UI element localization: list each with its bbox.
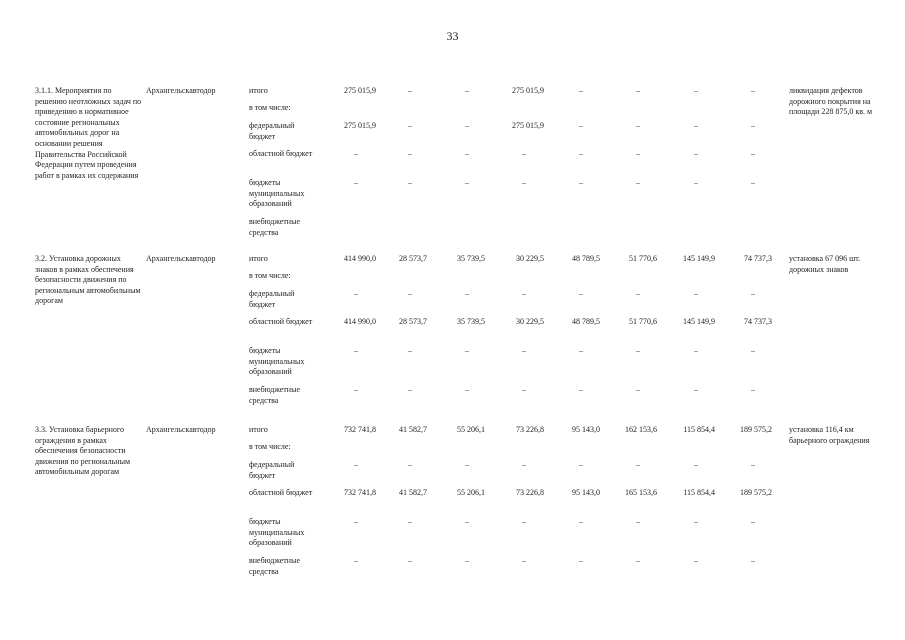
funding-value: – — [522, 517, 526, 526]
funding-value: – — [465, 556, 469, 565]
funding-value: – — [636, 289, 640, 298]
funding-value: – — [354, 556, 358, 565]
funding-value: 73 226,8 — [516, 488, 544, 497]
funding-source: в том числе: — [249, 103, 291, 112]
funding-value: – — [751, 86, 755, 95]
funding-value: – — [465, 289, 469, 298]
funding-value: – — [522, 460, 526, 469]
funding-value: – — [751, 517, 755, 526]
funding-value: – — [694, 86, 698, 95]
funding-value: – — [579, 121, 583, 130]
funding-value: 30 229,5 — [516, 254, 544, 263]
funding-value: – — [579, 385, 583, 394]
funding-source: бюджеты муниципальных образований — [249, 178, 305, 209]
funding-value: – — [522, 346, 526, 355]
funding-value: – — [694, 178, 698, 187]
funding-value: – — [465, 346, 469, 355]
funding-value: – — [636, 346, 640, 355]
funding-value: – — [636, 460, 640, 469]
expected-result: установка 116,4 км барьерного ограждения — [789, 425, 870, 445]
funding-value: – — [522, 385, 526, 394]
funding-value: 35 739,5 — [457, 254, 485, 263]
funding-value: 48 789,5 — [572, 254, 600, 263]
funding-value: – — [522, 149, 526, 158]
funding-value: – — [579, 149, 583, 158]
funding-value: – — [694, 556, 698, 565]
funding-value: 165 153,6 — [625, 488, 657, 497]
funding-source: в том числе: — [249, 442, 291, 451]
funding-value: – — [636, 178, 640, 187]
funding-source: федеральный бюджет — [249, 460, 295, 480]
funding-value: 414 990,0 — [344, 254, 376, 263]
funding-value: – — [408, 385, 412, 394]
funding-value: – — [408, 517, 412, 526]
funding-value: – — [579, 460, 583, 469]
funding-value: – — [751, 178, 755, 187]
funding-value: 414 990,0 — [344, 317, 376, 326]
funding-value: – — [465, 86, 469, 95]
funding-value: 275 015,9 — [344, 86, 376, 95]
funding-value: – — [694, 460, 698, 469]
funding-source: областной бюджет — [249, 488, 313, 497]
funding-value: – — [408, 556, 412, 565]
funding-value: 51 770,6 — [629, 254, 657, 263]
funding-value: – — [408, 460, 412, 469]
funding-value: – — [694, 289, 698, 298]
funding-value: – — [579, 346, 583, 355]
funding-value: – — [465, 149, 469, 158]
expected-result: установка 67 096 шт. дорожных знаков — [789, 254, 861, 274]
funding-value: – — [694, 149, 698, 158]
funding-value: – — [751, 460, 755, 469]
funding-value: – — [579, 517, 583, 526]
funding-value: 95 143,0 — [572, 488, 600, 497]
funding-value: – — [354, 517, 358, 526]
funding-value: 41 582,7 — [399, 488, 427, 497]
funding-value: – — [465, 517, 469, 526]
funding-value: – — [579, 289, 583, 298]
funding-value: 145 149,9 — [683, 317, 715, 326]
funding-value: 145 149,9 — [683, 254, 715, 263]
funding-source: итого — [249, 254, 268, 263]
funding-source: итого — [249, 86, 268, 95]
funding-value: – — [408, 121, 412, 130]
funding-value: – — [751, 289, 755, 298]
funding-value: – — [465, 460, 469, 469]
funding-value: 48 789,5 — [572, 317, 600, 326]
funding-source: внебюджетные средства — [249, 385, 300, 405]
funding-value: 28 573,7 — [399, 317, 427, 326]
funding-value: – — [636, 556, 640, 565]
funding-value: – — [408, 86, 412, 95]
funding-value: – — [636, 86, 640, 95]
funding-value: – — [408, 178, 412, 187]
funding-value: 275 015,9 — [512, 86, 544, 95]
funding-value: – — [465, 178, 469, 187]
funding-value: – — [408, 149, 412, 158]
funding-value: – — [694, 517, 698, 526]
funding-value: 28 573,7 — [399, 254, 427, 263]
funding-value: – — [751, 149, 755, 158]
funding-value: 732 741,8 — [344, 488, 376, 497]
funding-source: федеральный бюджет — [249, 121, 295, 141]
funding-value: – — [636, 121, 640, 130]
funding-value: 74 737,3 — [744, 317, 772, 326]
page-number: 33 — [446, 29, 459, 43]
funding-value: 74 737,3 — [744, 254, 772, 263]
funding-value: – — [694, 385, 698, 394]
funding-value: – — [522, 178, 526, 187]
funding-source: в том числе: — [249, 271, 291, 280]
funding-value: – — [636, 517, 640, 526]
funding-source: бюджеты муниципальных образований — [249, 346, 305, 377]
funding-source: областной бюджет — [249, 317, 313, 326]
funding-value: – — [465, 385, 469, 394]
funding-value: 275 015,9 — [344, 121, 376, 130]
funding-value: 189 575,2 — [740, 488, 772, 497]
funding-value: 275 015,9 — [512, 121, 544, 130]
executor-name: Архангельскавтодор — [146, 425, 216, 434]
funding-value: 55 206,1 — [457, 488, 485, 497]
executor-name: Архангельскавтодор — [146, 86, 216, 95]
expected-result: ликвидация дефектов дорожного покрытия на площади 228 875,0 кв. м — [789, 86, 873, 117]
funding-source: внебюджетные средства — [249, 217, 300, 237]
measure-name: 3.2. Установка дорожных знаков в рамках обеспечения безопасности движения по региональным автомобильным дорогам — [35, 254, 141, 306]
funding-value: – — [579, 178, 583, 187]
funding-value: – — [751, 385, 755, 394]
funding-value: – — [408, 346, 412, 355]
funding-value: – — [354, 289, 358, 298]
funding-source: областной бюджет — [249, 149, 313, 158]
funding-value: – — [636, 385, 640, 394]
funding-value: – — [354, 178, 358, 187]
funding-value: 30 229,5 — [516, 317, 544, 326]
funding-value: 189 575,2 — [740, 425, 772, 434]
funding-value: 95 143,0 — [572, 425, 600, 434]
funding-value: – — [354, 149, 358, 158]
funding-value: 55 206,1 — [457, 425, 485, 434]
funding-value: 41 582,7 — [399, 425, 427, 434]
measure-name: 3.3. Установка барьерного ограждения в рамках обеспечения безопасности движения по региональным автомобильным дорогам — [35, 425, 130, 477]
funding-value: – — [751, 121, 755, 130]
funding-value: 35 739,5 — [457, 317, 485, 326]
funding-value: – — [579, 86, 583, 95]
funding-value: – — [354, 460, 358, 469]
funding-value: – — [751, 346, 755, 355]
funding-value: – — [579, 556, 583, 565]
funding-value: – — [354, 385, 358, 394]
executor-name: Архангельскавтодор — [146, 254, 216, 263]
funding-value: 115 854,4 — [683, 425, 715, 434]
funding-source: итого — [249, 425, 268, 434]
funding-source: бюджеты муниципальных образований — [249, 517, 305, 548]
funding-value: 51 770,6 — [629, 317, 657, 326]
funding-value: – — [751, 556, 755, 565]
funding-source: внебюджетные средства — [249, 556, 300, 576]
funding-value: – — [694, 121, 698, 130]
funding-value: – — [522, 556, 526, 565]
funding-value: – — [354, 346, 358, 355]
funding-value: 73 226,8 — [516, 425, 544, 434]
funding-value: 115 854,4 — [683, 488, 715, 497]
funding-value: 732 741,8 — [344, 425, 376, 434]
funding-value: – — [522, 289, 526, 298]
funding-value: 162 153,6 — [625, 425, 657, 434]
funding-source: федеральный бюджет — [249, 289, 295, 309]
funding-value: – — [636, 149, 640, 158]
funding-value: – — [694, 346, 698, 355]
funding-value: – — [465, 121, 469, 130]
funding-value: – — [408, 289, 412, 298]
measure-name: 3.1.1. Мероприятия по решению неотложных задач по приведению в нормативное состояние региональных автомобильных дорог на основании решения Правительства Российской Федерации путем проведения работ в рамках их содержания — [35, 86, 142, 180]
